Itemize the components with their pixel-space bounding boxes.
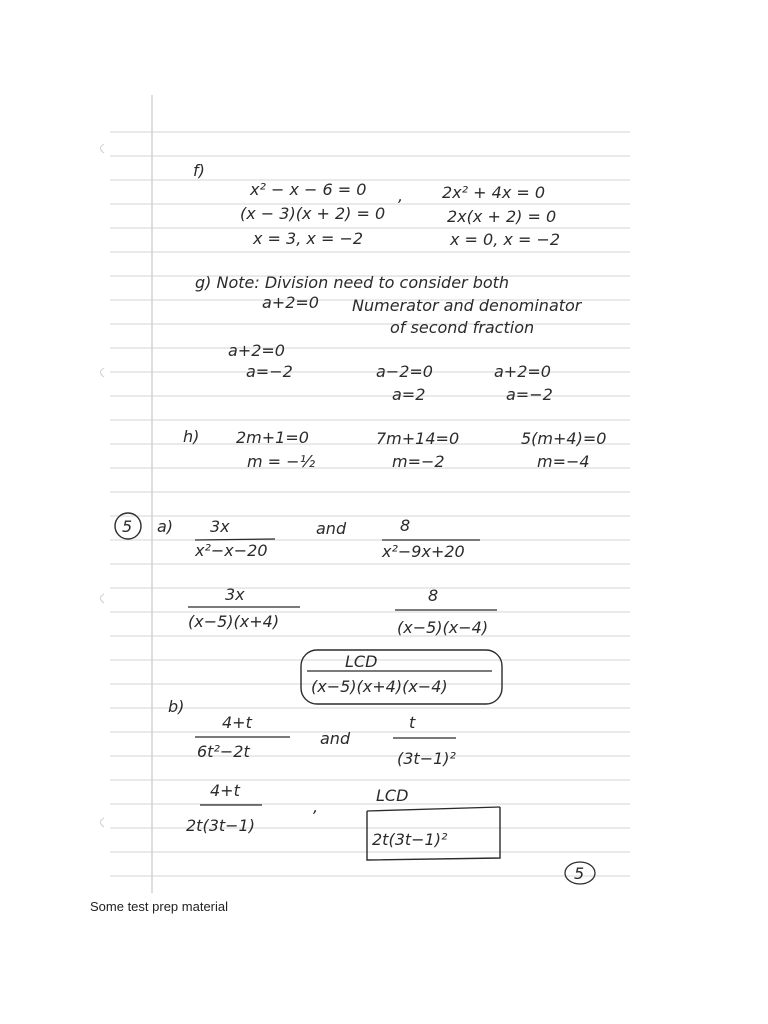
- part-g-note-line-1: g) Note: Division need to consider both: [195, 273, 510, 292]
- part-g-col3-line-2: a=−2: [506, 385, 553, 404]
- a-frac2-numerator: 8: [400, 516, 411, 535]
- part-f-left-line-2: (x − 3)(x + 2) = 0: [240, 204, 386, 223]
- a-lcd-title: LCD: [345, 652, 378, 671]
- b-lcd-title: LCD: [376, 786, 409, 805]
- part-f-right-line-1: 2x² + 4x = 0: [442, 183, 546, 202]
- question-number: 5: [122, 517, 133, 536]
- part-g-note-line-3: of second fraction: [390, 318, 535, 337]
- b-frac2-denominator: (3t−1)²: [397, 749, 456, 768]
- part-a-label: a): [157, 517, 174, 536]
- b-lcd-bar: [367, 807, 500, 811]
- part-g-col3-line-1: a+2=0: [494, 362, 551, 381]
- part-h-col1-line-1: 2m+1=0: [236, 428, 309, 447]
- part-f-left-line-3: x = 3, x = −2: [253, 229, 364, 248]
- a-frac2-denominator: x²−9x+20: [382, 542, 465, 561]
- b-and-text: and: [320, 729, 351, 748]
- part-g-faint-text: a+2=0: [262, 293, 319, 312]
- a-frac3-numerator: 3x: [225, 585, 245, 604]
- b-lcd-value: 2t(3t−1)²: [372, 830, 448, 849]
- b-frac1-denominator: 6t²−2t: [197, 742, 250, 761]
- part-g-col2-line-2: a=2: [392, 385, 426, 404]
- binder-hole-marks: [101, 144, 105, 827]
- a-and-text: and: [316, 519, 347, 538]
- part-g-note-line-2: Numerator and denominator: [352, 296, 582, 315]
- part-h-label: h): [183, 427, 200, 446]
- a-frac1-numerator: 3x: [210, 517, 230, 536]
- caption: Some test prep material: [90, 899, 229, 914]
- b-frac1-numerator: 4+t: [222, 713, 252, 732]
- part-g-col1-line-2: a=−2: [246, 362, 293, 381]
- b-frac3-numerator: 4+t: [210, 781, 240, 800]
- part-h-col2-line-2: m=−2: [392, 452, 445, 471]
- part-g-col1-line-1: a+2=0: [228, 341, 285, 360]
- a-frac4-denominator: (x−5)(x−4): [397, 618, 489, 637]
- a-frac1-denominator: x²−x−20: [195, 541, 268, 560]
- page-number: 5: [574, 864, 585, 883]
- part-h-col2-line-1: 7m+14=0: [376, 429, 460, 448]
- b-separator: ,: [313, 797, 319, 816]
- b-frac2-numerator: t: [409, 713, 416, 732]
- part-h-col1-line-2: m = −½: [247, 452, 316, 471]
- part-b-label: b): [168, 697, 185, 716]
- part-f-label: f): [193, 161, 205, 180]
- part-f-left-line-1: x² − x − 6 = 0: [250, 180, 367, 199]
- part-g-col2-line-1: a−2=0: [376, 362, 433, 381]
- a-frac4-numerator: 8: [428, 586, 439, 605]
- part-f-separator: ,: [398, 186, 404, 205]
- part-f-right-line-3: x = 0, x = −2: [450, 230, 561, 249]
- part-h-col3-line-1: 5(m+4)=0: [521, 429, 607, 448]
- part-f-right-line-2: 2x(x + 2) = 0: [447, 207, 557, 226]
- a-frac3-denominator: (x−5)(x+4): [188, 612, 280, 631]
- a-lcd-value: (x−5)(x+4)(x−4): [311, 677, 448, 696]
- b-frac3-denominator: 2t(3t−1): [186, 816, 255, 835]
- part-h-col3-line-2: m=−4: [537, 452, 590, 471]
